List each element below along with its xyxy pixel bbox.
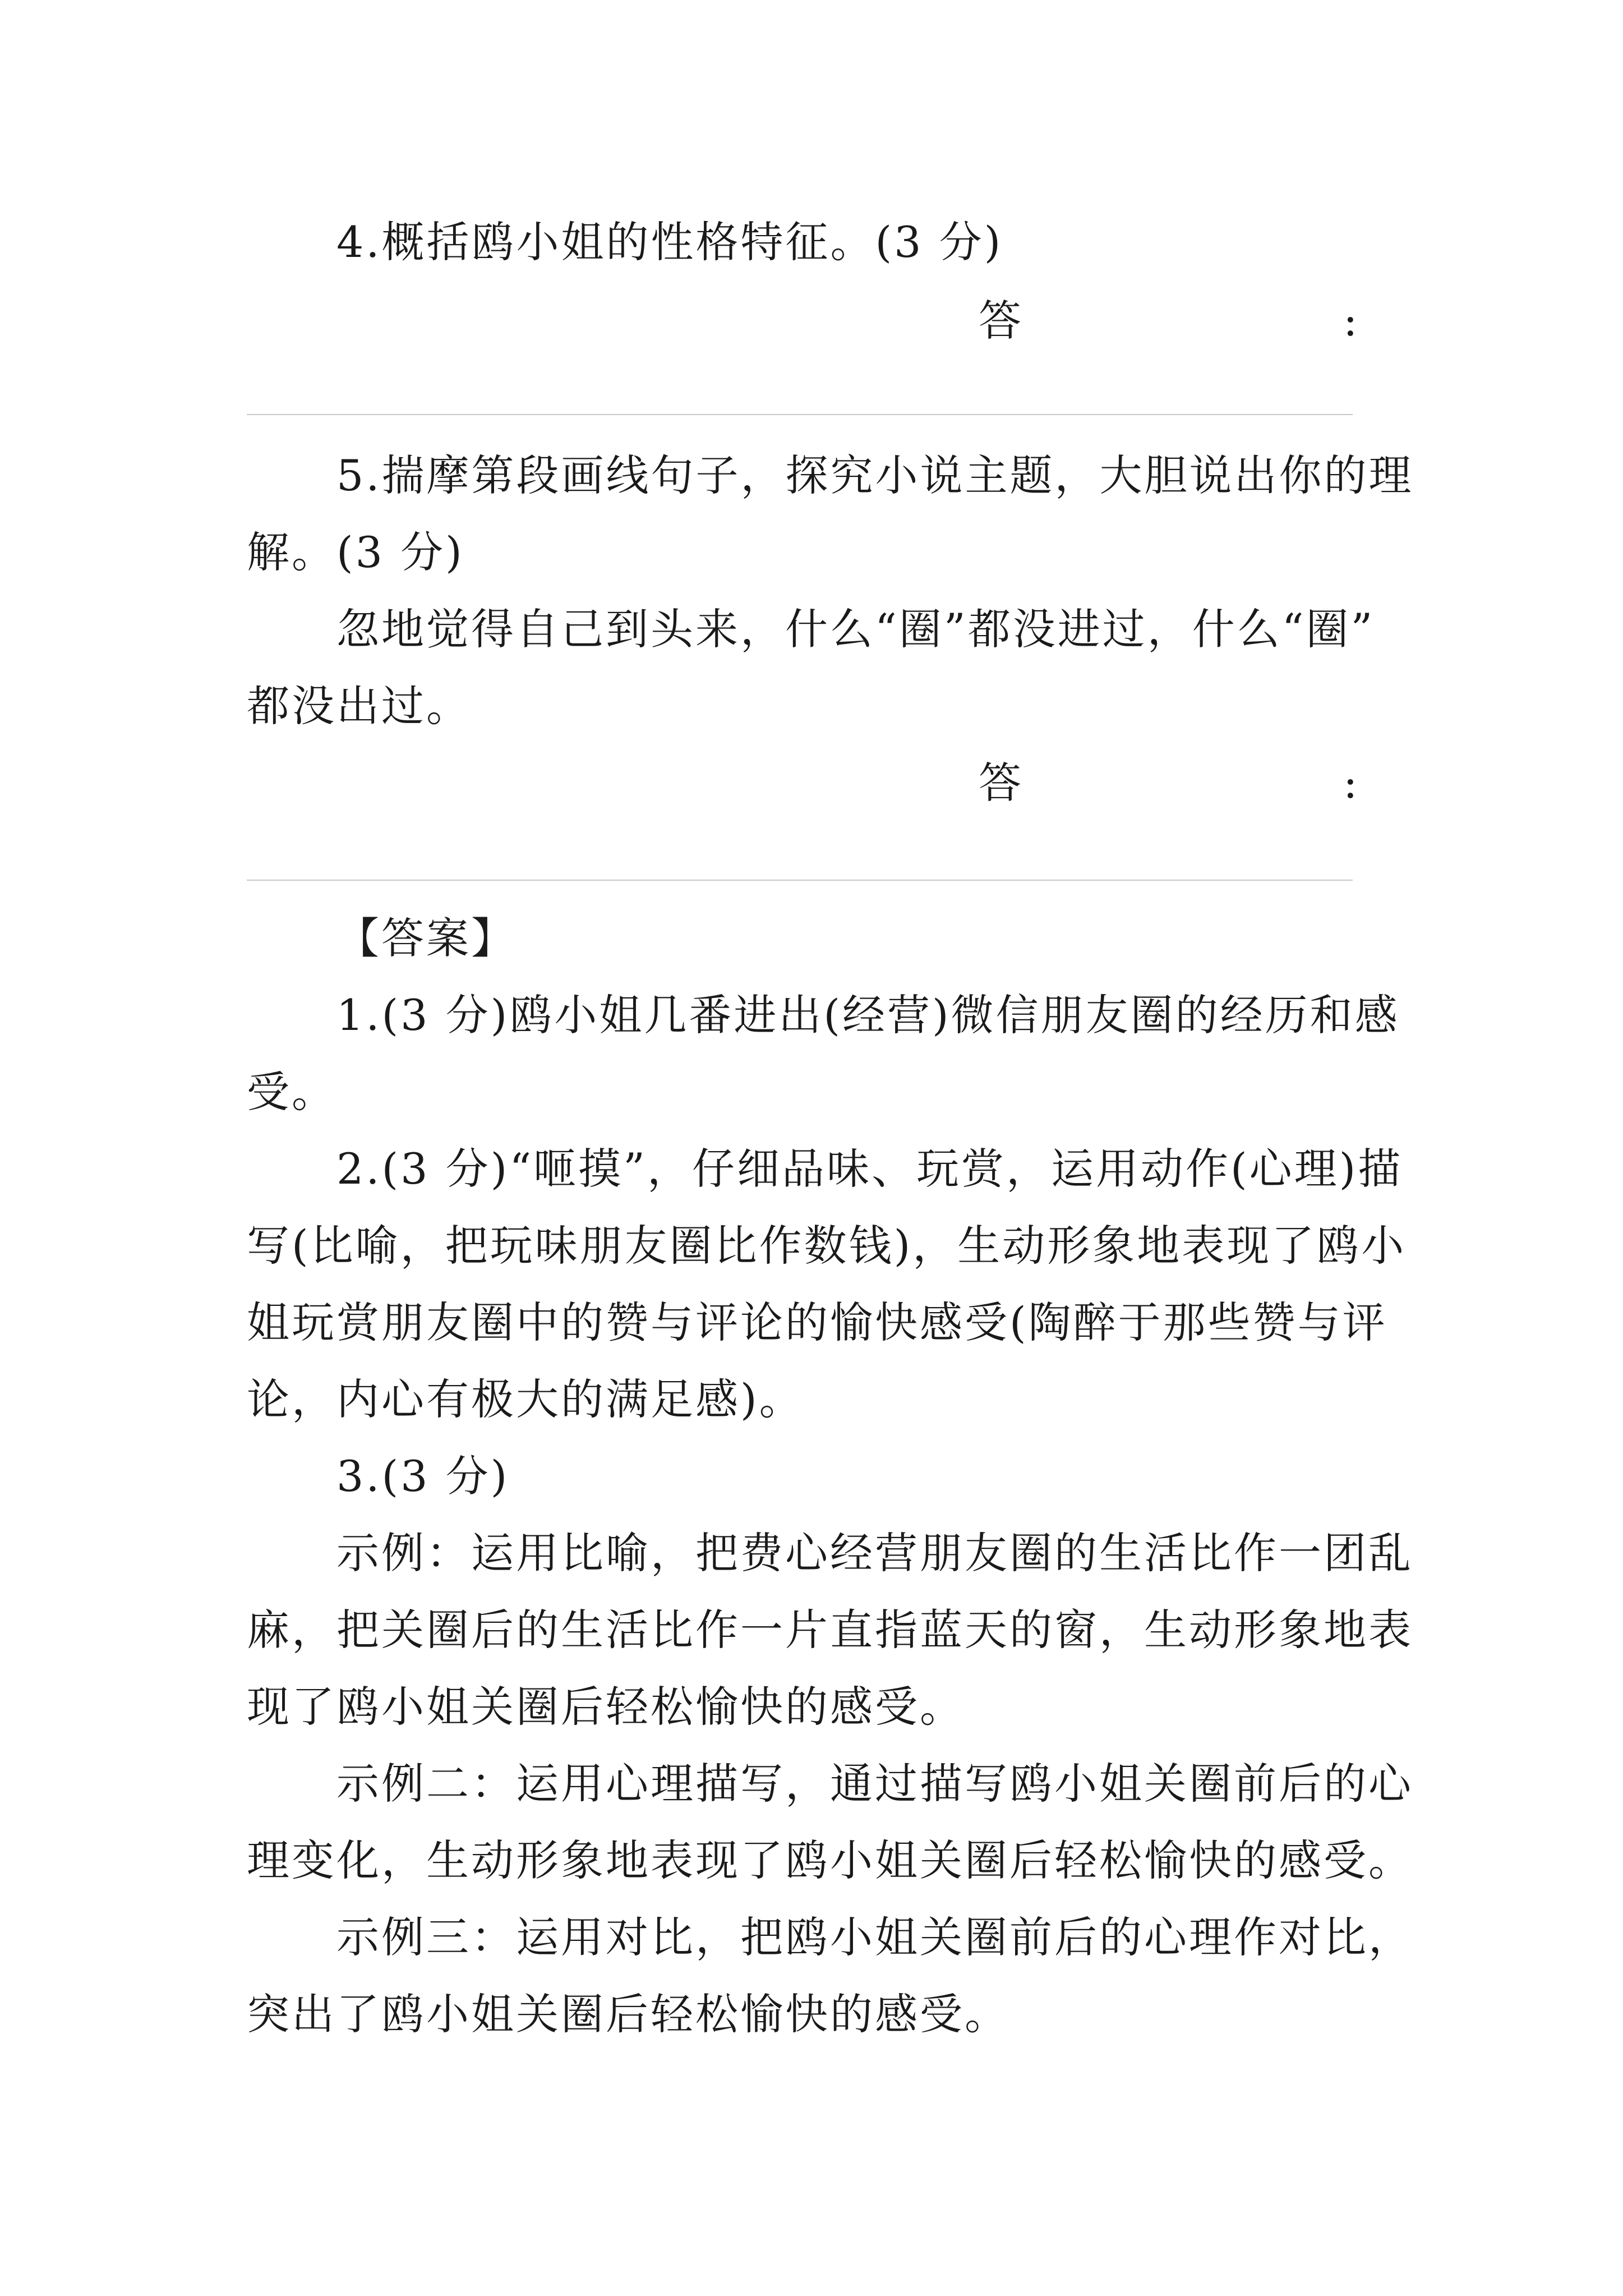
question-5-quote-line-1: 忽地觉得自己到头来，什么“圈”都没进过，什么“圈” <box>336 604 1375 654</box>
answer-2-line-2: 写(比喻，把玩味朋友圈比作数钱)，生动形象地表现了鸥小 <box>247 1221 1407 1271</box>
question-4-title: 4.概括鸥小姐的性格特征。(3 分) <box>336 217 1003 267</box>
answer-3-example-1-line-3: 现了鸥小姐关圈后轻松愉快的感受。 <box>247 1682 965 1732</box>
answer-3-example-2-line-2: 理变化，生动形象地表现了鸥小姐关圈后轻松愉快的感受。 <box>247 1835 1413 1885</box>
answer-3-example-1-line-2: 麻，把关圈后的生活比作一片直指蓝天的窗，生动形象地表 <box>247 1605 1413 1655</box>
question-5-answer-line <box>247 880 1353 881</box>
question-5-answer-colon: : <box>1343 758 1358 808</box>
answer-3-example-1-line-1: 示例：运用比喻，把费心经营朋友圈的生活比作一团乱 <box>336 1528 1413 1578</box>
question-5-title-line-1: 5.揣摩第段画线句子，探究小说主题，大胆说出你的理 <box>336 450 1414 500</box>
answer-3-example-3-line-2: 突出了鸥小姐关圈后轻松愉快的感受。 <box>247 1989 1009 2039</box>
question-5-quote-line-2: 都没出过。 <box>247 681 471 731</box>
question-5-answer-label: 答 <box>979 758 1021 808</box>
question-5-title-line-2: 解。(3 分) <box>247 527 464 577</box>
answer-2-line-3: 姐玩赏朋友圈中的赞与评论的愉快感受(陶醉于那些赞与评 <box>247 1297 1387 1347</box>
answer-2-line-4: 论，内心有极大的满足感)。 <box>247 1374 804 1424</box>
question-4-answer-colon: : <box>1343 296 1358 346</box>
answer-1-line-2: 受。 <box>247 1067 336 1117</box>
question-4-answer-line <box>247 414 1353 415</box>
answer-3-example-3-line-1: 示例三：运用对比，把鸥小姐关圈前后的心理作对比， <box>336 1912 1413 1962</box>
answer-2-line-1: 2.(3 分)“咂摸”，仔细品味、玩赏，运用动作(心理)描 <box>336 1144 1403 1194</box>
answer-1-line-1: 1.(3 分)鸥小姐几番进出(经营)微信朋友圈的经历和感 <box>336 990 1400 1040</box>
answer-3-heading: 3.(3 分) <box>336 1451 510 1501</box>
answers-heading: 【答案】 <box>336 913 516 963</box>
answer-3-example-2-line-1: 示例二：运用心理描写，通过描写鸥小姐关圈前后的心 <box>336 1759 1413 1809</box>
question-4-answer-label: 答 <box>979 296 1021 346</box>
